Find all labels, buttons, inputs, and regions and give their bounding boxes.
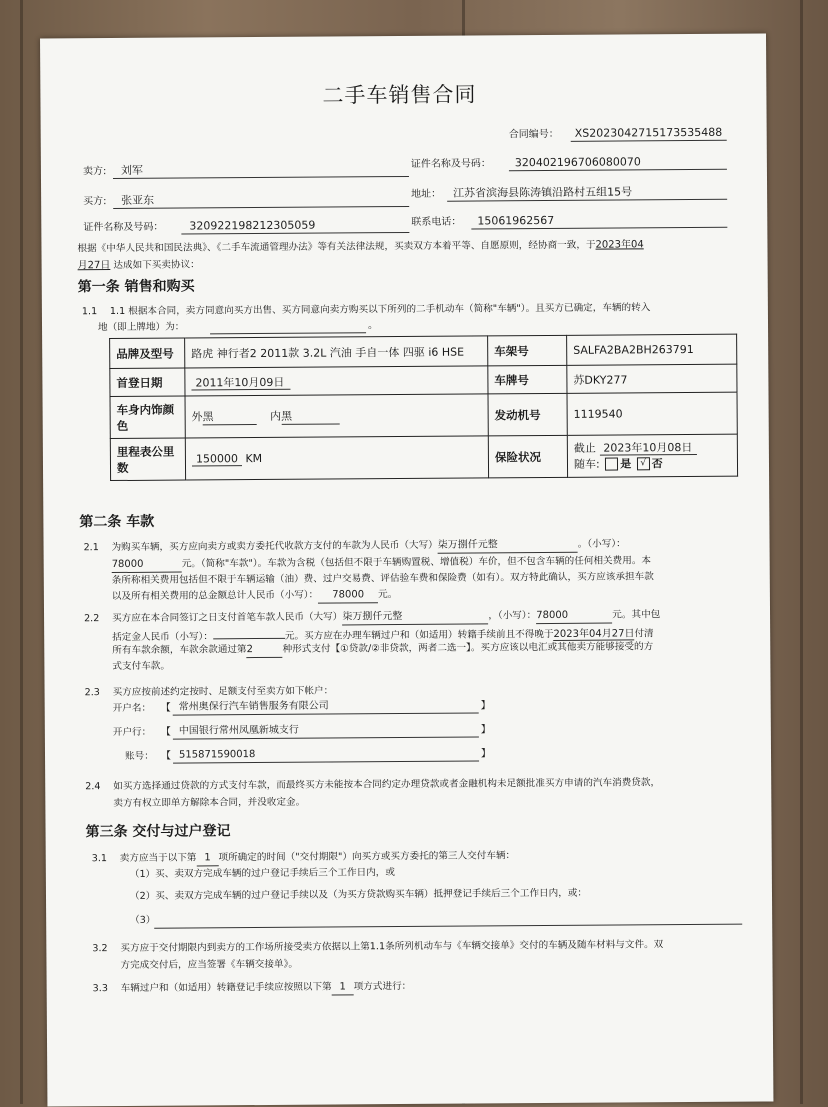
car-price-number: 78000 xyxy=(112,558,182,573)
seller-name: 刘军 xyxy=(120,163,143,177)
car-price-words: 柒万捌仟元整 xyxy=(438,538,578,554)
clause-2-3-number: 2.3 xyxy=(84,687,100,699)
clause-2-4-line2: 卖方有权立即单方解除本合同，并没收定金。 xyxy=(113,796,306,810)
table-row xyxy=(110,392,737,438)
vehicle-info-table xyxy=(109,334,738,481)
clause-text: 项方式进行： xyxy=(353,980,412,993)
clause-3-2-line1: 买方应于交付期限内到卖方的工作场所接受卖方依据以上第1.1条所列机动车与《车辆交接单》交付的车辆及随车材料与文件。双 xyxy=(120,939,664,954)
account-name-label: 开户名： xyxy=(112,702,152,715)
table-row xyxy=(110,364,737,396)
model-value: 路虎 神行者2 2011款 3.2L 汽油 手自一体 四驱 i6 HSE xyxy=(185,336,488,368)
mileage-label: 里程表公里数 xyxy=(110,438,185,481)
buyer-address: 江苏省滨海县陈涛镇沿路村五组15号 xyxy=(453,185,633,200)
article2-heading: 第二条 车款 xyxy=(79,513,155,531)
clause-3-3-number: 3.3 xyxy=(92,983,108,995)
yes-label: 是 xyxy=(620,456,632,470)
color-ext-label: 外 xyxy=(191,410,203,424)
insurance-label: 保险状况 xyxy=(488,435,567,478)
total-amount: 78000 xyxy=(318,588,378,603)
clause-text: 括定金人民币（小写）： xyxy=(112,631,213,644)
document-title: 二手车销售合同 xyxy=(322,82,477,108)
engine-value: 1119540 xyxy=(567,392,737,435)
account-name: 常州奥保行汽车销售服务有限公司 xyxy=(178,700,329,713)
clause-text: 元。 xyxy=(378,589,398,601)
buyer-phone: 15061962567 xyxy=(477,213,555,228)
color-cell xyxy=(185,394,488,438)
clause-text: 。（小写）： xyxy=(577,538,626,550)
reg-date-cell xyxy=(185,366,488,396)
clause-2-2-line4: 式支付车款。 xyxy=(112,660,170,673)
clause-1-1-end: 。 xyxy=(367,320,379,332)
table-row xyxy=(110,434,737,480)
bank-label: 开户行： xyxy=(112,726,152,739)
clause-text: 元。（简称"车款"）。车款为含税（包括但不限于车辆购置税、增值税）车价，但不包含车辆的任何相关费用。本 xyxy=(181,555,652,570)
clause-3-3-line1 xyxy=(121,980,412,997)
mileage-value: 150000 xyxy=(192,452,242,466)
clause-2-3-text: 买方应按前述约定按时、足额支付至卖方如下帐户： xyxy=(112,685,334,699)
preamble-date-a: 2023年04 xyxy=(595,239,644,251)
transfer-option: 1 xyxy=(332,980,354,995)
clause-text: 买方应在本合同签订之日支付首笔车款人民币（大写） xyxy=(112,611,343,625)
engine-label: 发动机号 xyxy=(488,393,567,436)
contract-sheet xyxy=(40,33,773,1106)
clause-2-1-number: 2.1 xyxy=(83,542,99,554)
address-label: 地址： xyxy=(411,188,442,200)
clause-text: 车辆过户和（如适用）转籍登记手续应按照以下第 xyxy=(120,981,332,994)
balance-due-date: 2023年04月27日 xyxy=(553,628,635,640)
clause-2-4-number: 2.4 xyxy=(85,781,101,793)
clause-2-2-line3 xyxy=(112,640,653,659)
yes-checkbox xyxy=(605,458,618,471)
reg-date-value: 2011年10月09日 xyxy=(191,375,290,390)
vin-label: 车架号 xyxy=(488,335,567,366)
insurance-cell xyxy=(567,434,737,477)
clause-3-2-line2: 方完成交付后，应当签署《车辆交接单》。 xyxy=(120,958,299,971)
deposit-blank xyxy=(213,627,285,640)
clause-2-1-line3: 条所称相关费用包括但不限于车辆运输（油）费、过户交易费、评估验车费和保险费（如有）。双方特此确认，买方应该承担车款 xyxy=(111,571,654,587)
seller-id-label: 证件名称及号码： xyxy=(410,158,491,170)
preamble-text-end: 达成如下买卖协议： xyxy=(113,259,200,272)
account-no-label: 账号： xyxy=(124,750,154,762)
buyer-id: 320922198212305059 xyxy=(189,218,316,233)
table-row xyxy=(110,334,737,368)
reg-date-label: 首登日期 xyxy=(110,368,185,397)
clause-3-1-line1 xyxy=(120,849,515,867)
clause-3-1-option2: （2）买、卖双方完成车辆的过户登记手续以及（为买方贷款购买车辆）抵押登记手续后三个工作日内，或： xyxy=(129,887,588,902)
bracket-left: 【 xyxy=(160,702,171,714)
clause-text: ，（小写）： xyxy=(488,610,537,622)
bracket-right: 】 xyxy=(480,724,491,736)
phone-label: 联系电话： xyxy=(411,216,462,228)
clause-text: 为购买车辆，买方应向卖方或卖方委托代收款方支付的车款为人民币（大写） xyxy=(111,539,438,554)
clause-text: 元。买方应在办理车辆过户和（如适用）转籍手续前且不得晚于 xyxy=(284,628,554,642)
bracket-right: 】 xyxy=(480,748,492,760)
table-seam xyxy=(800,0,803,1104)
delivery-option: 1 xyxy=(196,851,218,866)
no-label: 否 xyxy=(651,456,663,470)
account-number: 515871590018 xyxy=(178,749,256,761)
buyer-name: 张亚东 xyxy=(121,193,155,207)
bracket-left: 【 xyxy=(160,726,171,738)
no-checkbox-checked: √ xyxy=(637,457,650,470)
clause-text: 以及所有相关费用的总金额总计人民币（小写）： xyxy=(111,589,319,603)
mileage-unit: KM xyxy=(245,451,263,466)
article3-heading: 第三条 交付与过户登记 xyxy=(85,823,231,841)
insurance-until-label: 截止 xyxy=(573,441,596,455)
payment-method: 2 xyxy=(247,643,283,658)
preamble-line1 xyxy=(77,238,643,256)
plate-label: 车牌号 xyxy=(488,365,567,394)
clause-2-2-number: 2.2 xyxy=(84,613,100,625)
preamble-line2 xyxy=(78,258,200,273)
clause-3-1-number: 3.1 xyxy=(91,853,108,865)
article1-heading: 第一条 销售和购买 xyxy=(77,278,195,296)
with-car-label: 随车: xyxy=(573,457,600,471)
seller-id: 320402196706080070 xyxy=(514,155,641,170)
color-int-value: 黑 xyxy=(281,407,339,424)
clause-text: 种形式支付【①贷款/②非贷款，两者二选一】。买方应该以电汇或其他卖方能够接受的方 xyxy=(282,641,654,655)
buyer-id-label: 证件名称及号码： xyxy=(83,221,164,234)
clause-1-1-text-2: 地（即上牌地）为： xyxy=(97,321,185,334)
contract-no: XS2023042715173535488 xyxy=(574,125,723,140)
model-label: 品牌及型号 xyxy=(110,338,185,369)
clause-text: 元。其中包 xyxy=(612,609,661,621)
clause-text: 卖方应当于以下第 xyxy=(119,852,197,864)
color-int-label: 内 xyxy=(270,409,282,423)
clause-text: 项所确定的时间（"交付期限"）向买方或买方委托的第三人交付车辆： xyxy=(218,850,516,864)
clause-3-1-option1: （1）买、卖双方完成车辆的过户登记手续后三个工作日内，或 xyxy=(129,867,396,880)
seller-label: 卖方: xyxy=(82,166,107,178)
contract-no-label: 合同编号： xyxy=(508,128,559,141)
preamble-date-b: 月27日 xyxy=(77,260,111,272)
clause-text: 付清 xyxy=(634,628,654,640)
mileage-cell xyxy=(185,436,488,480)
clause-2-1-line4 xyxy=(112,588,398,605)
table-seam xyxy=(20,0,23,1104)
clause-3-1-option3: （3） xyxy=(130,914,156,926)
vin-value: SALFA2BA2BH263791 xyxy=(567,334,737,365)
preamble-text: 根据《中华人民共和国民法典》、《二手车流通管理办法》等有关法律法规，买卖双方本着平等、自愿原则，经协商一致，于 xyxy=(77,239,596,255)
plate-value: 苏DKY277 xyxy=(567,364,737,393)
clause-1-1-text: 1.1 根据本合同，卖方同意向买方出售、买方同意向卖方购买以下所列的二手机动车（简称"车辆"）。且买方已确定，车辆的转入 xyxy=(109,302,651,318)
clause-2-4-line1: 如买方选择通过贷款的方式支付车款，而最终买方未能按本合同约定办理贷款或者金融机构未足额批准买方申请的汽车消费贷款， xyxy=(113,777,661,793)
color-ext-value: 黑 xyxy=(203,408,257,425)
clause-1-1-number: 1.1 xyxy=(81,306,98,318)
bracket-left: 【 xyxy=(160,750,172,762)
bracket-right: 】 xyxy=(480,700,491,712)
clause-text: 所有车款余额，车款余款通过第 xyxy=(112,644,247,657)
first-payment-words: 柒万捌仟元整 xyxy=(342,609,488,625)
first-payment-number: 78000 xyxy=(536,609,612,625)
clause-2-1-line1 xyxy=(112,537,626,556)
bank-name: 中国银行常州凤凰新城支行 xyxy=(178,724,299,737)
insurance-until-value: 2023年10月08日 xyxy=(599,440,696,455)
color-label: 车身内饰颜色 xyxy=(110,396,185,439)
buyer-label: 买方: xyxy=(83,196,107,208)
clause-3-2-number: 3.2 xyxy=(92,943,108,955)
